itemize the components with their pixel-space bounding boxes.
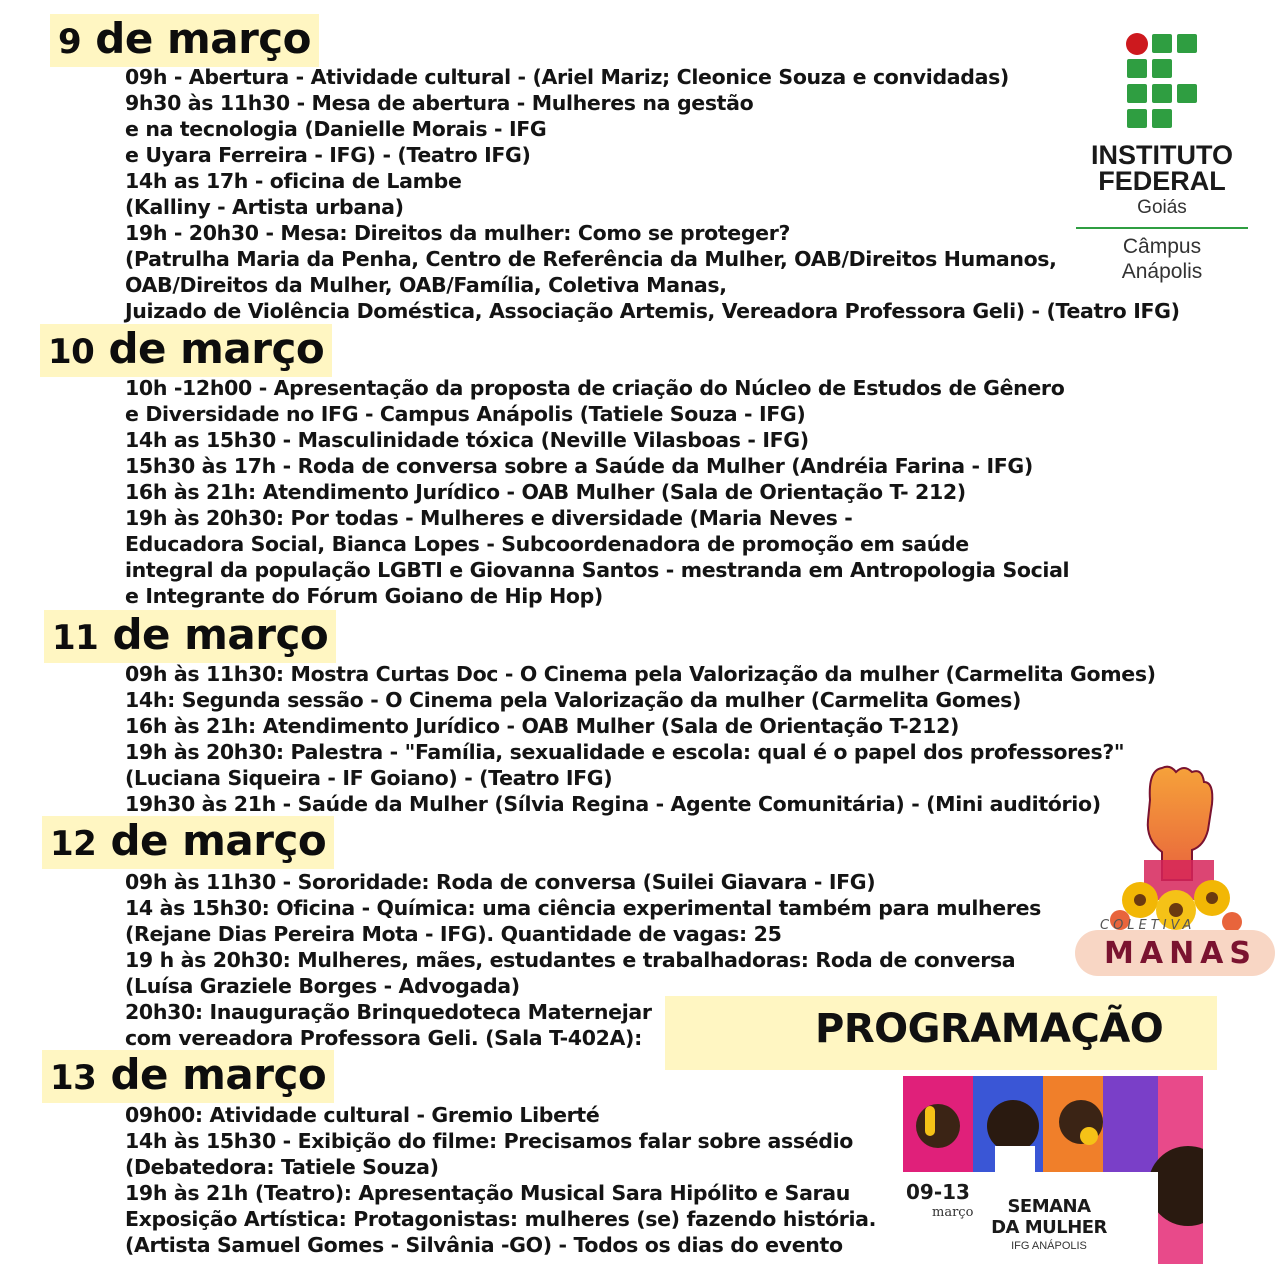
event-line: 19h às 20h30: Por todas - Mulheres e diversidade (Maria Neves -: [125, 506, 853, 530]
event-line: (Debatedora: Tatiele Souza): [125, 1155, 439, 1179]
day-number: 12: [50, 824, 97, 864]
event-line: e Uyara Ferreira - IFG) - (Teatro IFG): [125, 143, 531, 167]
raised-fist-flowers-icon: [1100, 760, 1250, 940]
event-line: Educadora Social, Bianca Lopes - Subcoordenadora de promoção em saúde: [125, 532, 969, 556]
event-line: 09h00: Atividade cultural - Gremio Liberté: [125, 1103, 600, 1127]
event-line: 19h30 às 21h - Saúde da Mulher (Sílvia Regina - Agente Comunitária) - (Mini auditório): [125, 792, 1101, 816]
event-line: 09h - Abertura - Atividade cultural - (Ariel Mariz; Cleonice Souza e convidadas): [125, 65, 1009, 89]
event-line: Exposição Artística: Protagonistas: mulheres (se) fazendo história.: [125, 1207, 877, 1231]
divider: [1076, 227, 1248, 229]
event-line: (Rejane Dias Pereira Mota - IFG). Quantidade de vagas: 25: [125, 922, 782, 946]
event-line: 14 às 15h30: Oficina - Química: uma ciência experimental também para mulheres: [125, 896, 1041, 920]
event-line: e Diversidade no IFG - Campus Anápolis (Tatiele Souza - IFG): [125, 402, 806, 426]
manas-label: MANAS: [1104, 936, 1258, 971]
day-header-12: [42, 816, 334, 869]
poster-dates: 09-13: [906, 1180, 970, 1204]
day-header-9: [50, 14, 319, 67]
event-line: 14h as 15h30 - Masculinidade tóxica (Neville Vilasboas - IFG): [125, 428, 809, 452]
event-line: 15h30 às 17h - Roda de conversa sobre a Saúde da Mulher (Andréia Farina - IFG): [125, 454, 1033, 478]
event-line: 16h às 21h: Atendimento Jurídico - OAB Mulher (Sala de Orientação T- 212): [125, 480, 966, 504]
day-number: 13: [50, 1058, 97, 1098]
event-line: 10h -12h00 - Apresentação da proposta de criação do Núcleo de Estudos de Gênero: [125, 376, 1065, 400]
day-header-13: [42, 1050, 334, 1103]
coletiva-label: COLETIVA: [1100, 918, 1196, 933]
day-label: de março: [94, 324, 325, 373]
poster-title: SEMANA DA MULHER: [991, 1196, 1107, 1238]
institution-state: Goiás: [1137, 197, 1187, 218]
event-line: 19h às 20h30: Palestra - "Família, sexualidade e escola: qual é o papel dos professores?": [125, 740, 1125, 764]
event-line: e Integrante do Fórum Goiano de Hip Hop): [125, 584, 603, 608]
day-number: 11: [52, 618, 99, 658]
programacao-title: PROGRAMAÇÃO: [815, 1006, 1164, 1052]
day-header-10: [40, 324, 332, 377]
event-line: 19h às 21h (Teatro): Apresentação Musical Sara Hipólito e Sarau: [125, 1181, 851, 1205]
event-line: (Luísa Graziele Borges - Advogada): [125, 974, 520, 998]
logo-red-dot: [1126, 33, 1148, 55]
event-line: 20h30: Inauguração Brinquedoteca Maternejar: [125, 1000, 652, 1024]
event-line: (Patrulha Maria da Penha, Centro de Referência da Mulher, OAB/Direitos Humanos,: [125, 247, 1057, 271]
event-line: 14h: Segunda sessão - O Cinema pela Valorização da mulher (Carmelita Gomes): [125, 688, 1021, 712]
event-line: (Artista Samuel Gomes - Silvânia -GO) - Todos os dias do evento: [125, 1233, 843, 1257]
event-line: com vereadora Professora Geli. (Sala T-402A):: [125, 1026, 642, 1050]
day-label: de março: [96, 816, 327, 865]
event-line: 19h - 20h30 - Mesa: Direitos da mulher: Como se proteger?: [125, 221, 791, 245]
day-label: de março: [98, 610, 329, 659]
event-line: e na tecnologia (Danielle Morais - IFG: [125, 117, 547, 141]
day-label: de março: [81, 14, 312, 63]
event-line: (Luciana Siqueira - IF Goiano) - (Teatro IFG): [125, 766, 613, 790]
event-line: 14h as 17h - oficina de Lambe: [125, 169, 462, 193]
institution-name: INSTITUTO FEDERAL: [1090, 140, 1233, 196]
ifg-logo-icon: [1126, 33, 1200, 129]
day-number: 10: [48, 332, 95, 372]
day-label: de março: [96, 1050, 327, 1099]
poster-month: março: [932, 1205, 974, 1220]
event-line: 9h30 às 11h30 - Mesa de abertura - Mulheres na gestão: [125, 91, 754, 115]
campus-name: Câmpus Anápolis: [1121, 235, 1203, 283]
event-line: (Kalliny - Artista urbana): [125, 195, 404, 219]
event-line: 14h às 15h30 - Exibição do filme: Precisamos falar sobre assédio: [125, 1129, 854, 1153]
event-line: 16h às 21h: Atendimento Jurídico - OAB Mulher (Sala de Orientação T-212): [125, 714, 959, 738]
event-line: Juizado de Violência Doméstica, Associação Artemis, Vereadora Professora Geli) - (Teatro IFG): [125, 299, 1180, 323]
event-line: OAB/Direitos da Mulher, OAB/Família, Coletiva Manas,: [125, 273, 727, 297]
event-line: 09h às 11h30: Mostra Curtas Doc - O Cinema pela Valorização da mulher (Carmelita Gomes): [125, 662, 1156, 686]
poster-subtitle: IFG ANÁPOLIS: [1011, 1240, 1087, 1252]
day-number: 9: [58, 22, 82, 62]
day-header-11: [44, 610, 336, 663]
event-line: 09h às 11h30 - Sororidade: Roda de conversa (Suilei Giavara - IFG): [125, 870, 876, 894]
event-line: integral da população LGBTI e Giovanna Santos - mestranda em Antropologia Social: [125, 558, 1070, 582]
event-line: 19 h às 20h30: Mulheres, mães, estudantes e trabalhadoras: Roda de conversa: [125, 948, 1016, 972]
